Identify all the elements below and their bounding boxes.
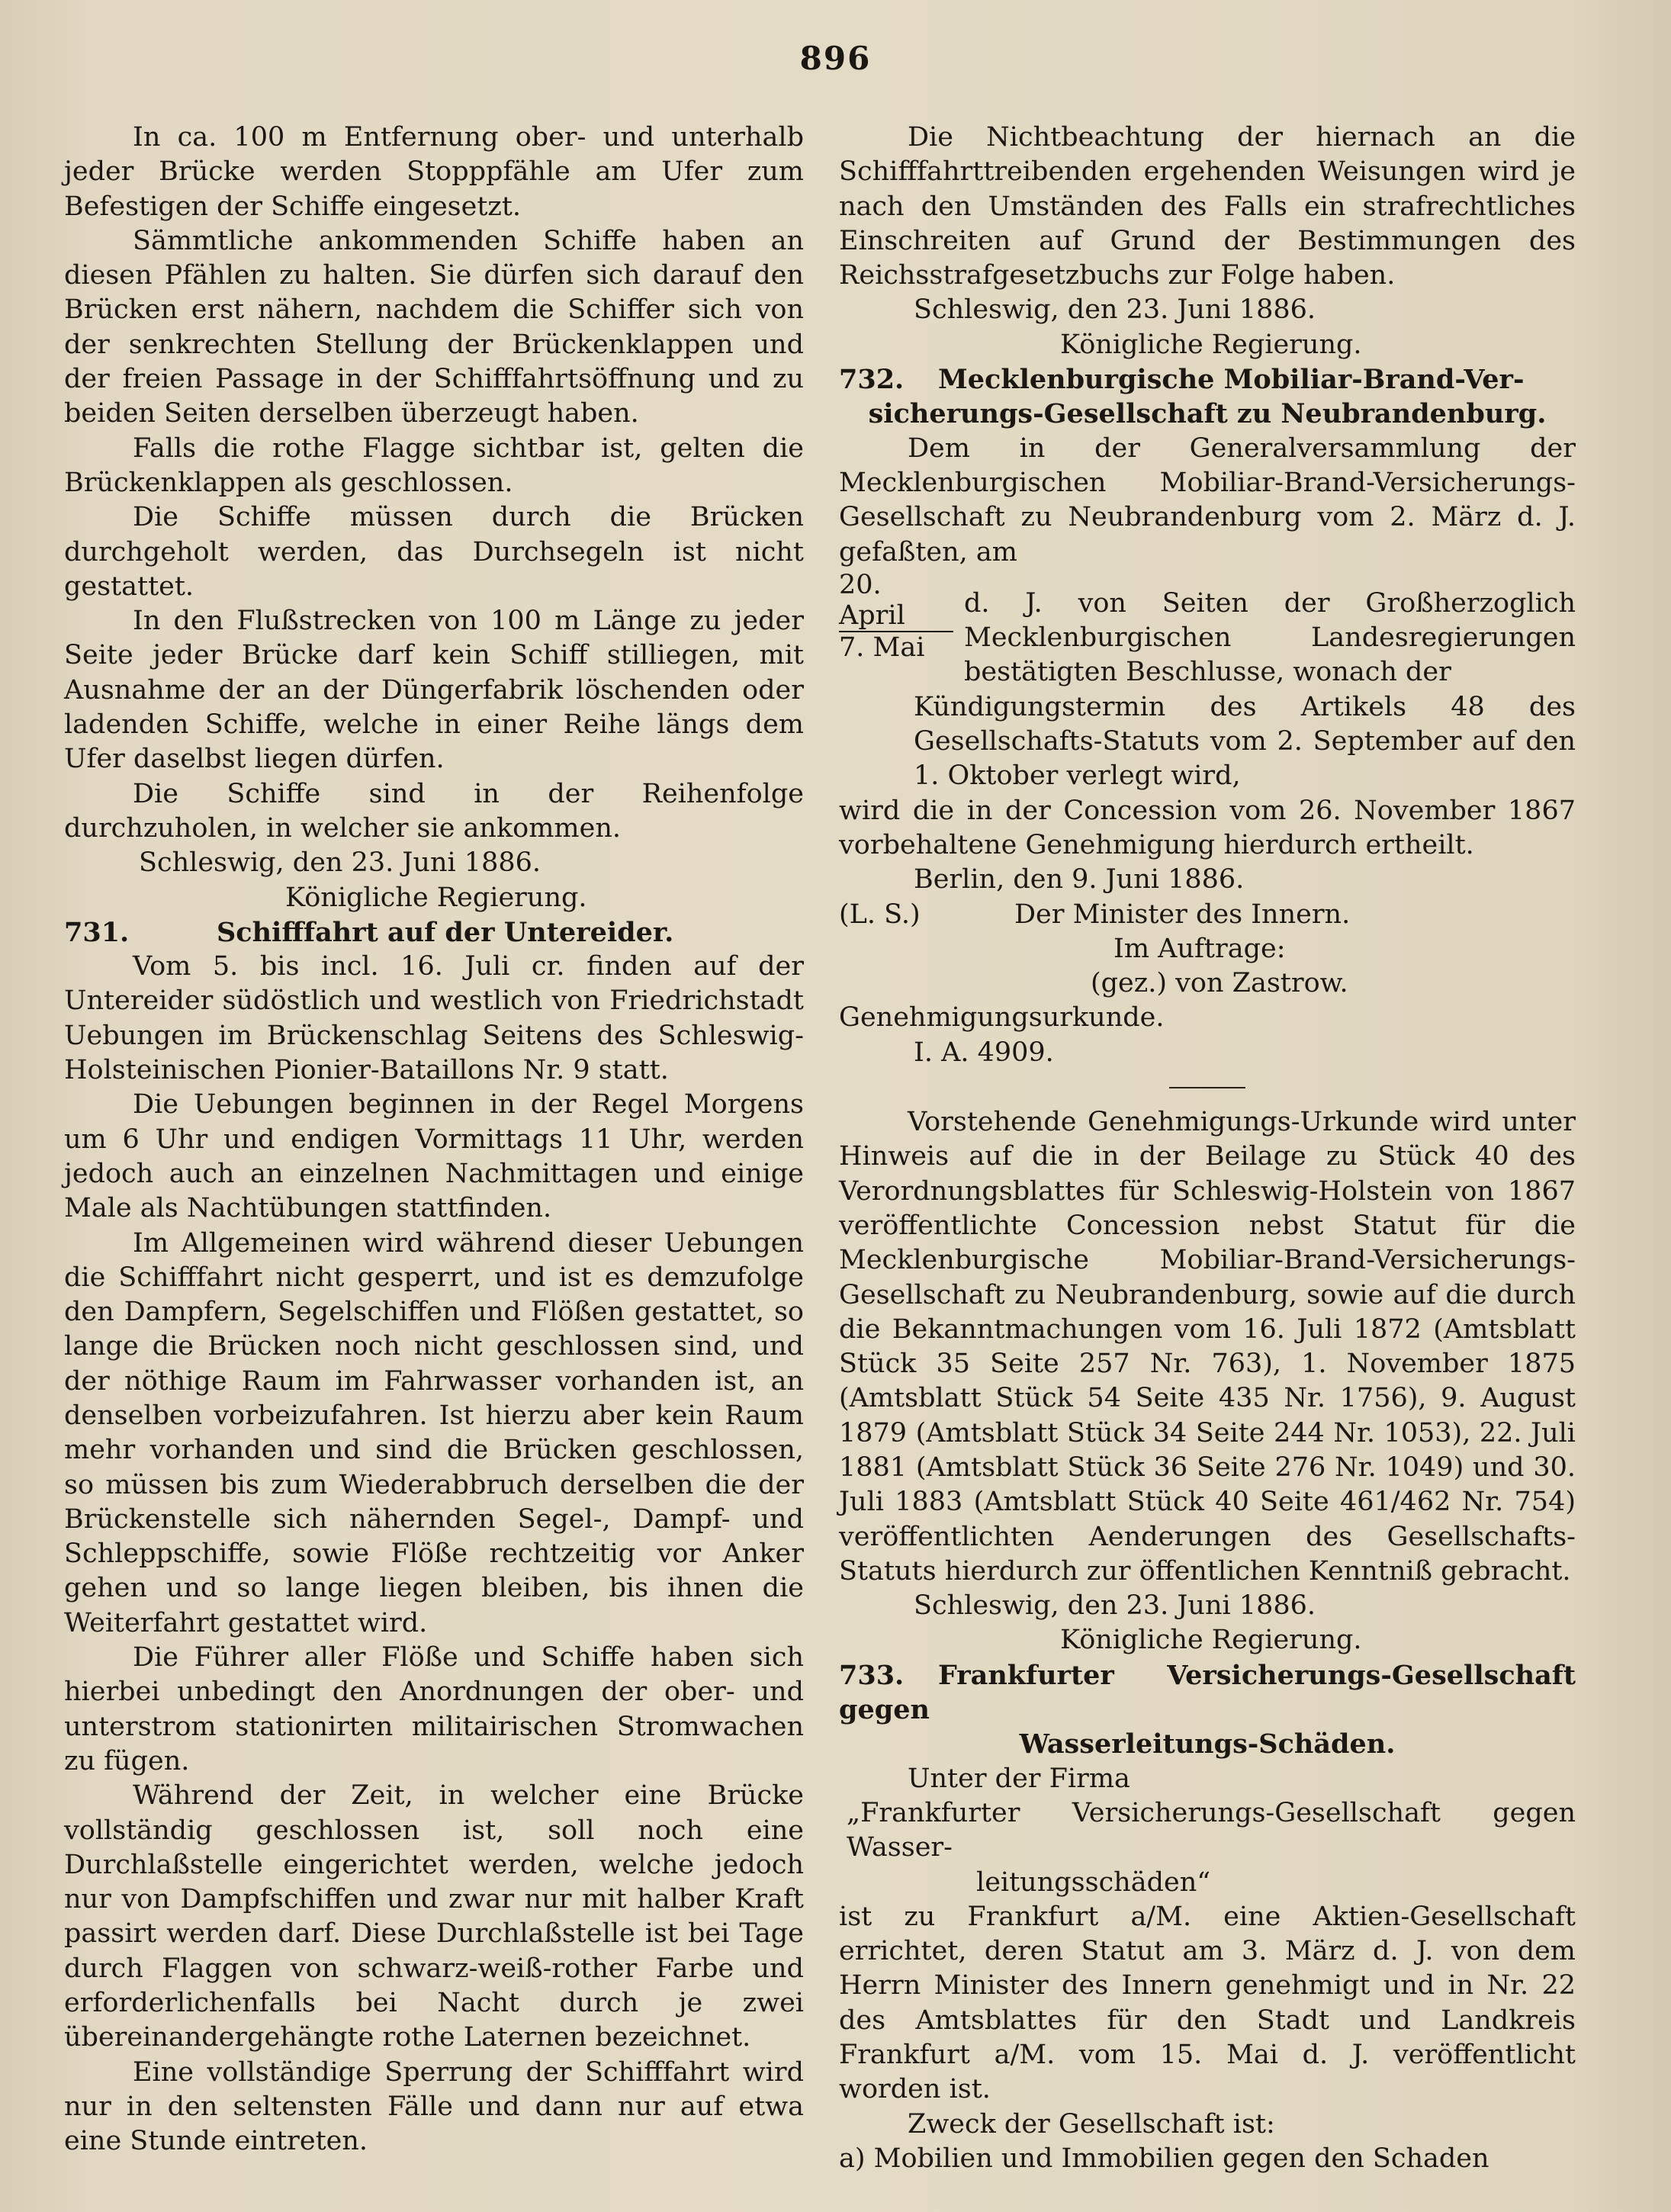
date-line: Schleswig, den 23. Juni 1886. — [914, 1590, 1316, 1622]
indented-block: Kündigungstermin des Artikels 48 des Gesellschafts-Statuts vom 2. September auf den 1. Oktober verlegt wird, — [914, 691, 1576, 792]
paragraph: Vorstehende Genehmigungs-Urkunde wird unter Hinweis auf die in der Beilage zu Stück 40 des Verordnungsblattes für Schleswig-Holstein von 1867 veröffentlichte Concession nebst Statut für die Mecklenburgische Mobiliar-Brand-Versicherungs-Gesellschaft zu Neubrandenburg, sowie auf die durch die Bekanntmachungen vom 16. Juli 1872 (Amtsblatt Stück 35 Seite 257 Nr. 763), 1. November 1875 (Amtsblatt Stück 54 Seite 435 Nr. 1756), 9. August 1879 (Amtsblatt Stück 34 Seite 244 Nr. 1053), 22. Juli 1881 (Amtsblatt Stück 36 Seite 276 Nr. 1049) und 30. Juli 1883 (Amtsblatt Stück 40 Seite 461/462 Nr. 754) veröffentlichten Aenderungen des Gesellschafts-Statuts hierdurch zur öffentlichen Kenntniß gebracht. — [839, 1107, 1576, 1587]
date-fraction-line — [839, 570, 1576, 690]
date-line: Schleswig, den 23. Juni 1886. — [914, 294, 1316, 326]
document-title: Genehmigungsurkunde. — [839, 1002, 1165, 1034]
company-name-quote-cont: leitungsschäden“ — [976, 1866, 1211, 1898]
paragraph: In den Flußstrecken von 100 m Länge zu jeder Seite jeder Brücke darf kein Schiff stilliegen, mit Ausnahme der an der Düngerfabrik löschenden oder ladenden Schiffe, welche in einer Reihe längs dem Ufer daselbst liegen dürfen. — [64, 606, 804, 775]
paragraph: Die Nichtbeachtung der hiernach an die Schifffahrttreibenden ergehenden Weisungen wird je nach den Umständen des Falls ein strafrechtliches Einschreiten auf Grund der Bestimmungen des Reichsstrafgesetzbuchs zur Folge haben. — [839, 122, 1576, 291]
auftrag-line: Im Auftrage: — [1113, 933, 1286, 964]
section-title: Frankfurter Versicherungs-Gesellschaft gegen — [839, 1659, 1576, 1726]
paragraph: Falls die rothe Flagge sichtbar ist, gelten die Brückenklappen als geschlossen. — [64, 432, 804, 498]
paragraph: Dem in der Generalversammlung der Mecklenburgischen Mobiliar-Brand-Versicherungs-Gesellschaft zu Neubrandenburg vom 2. März d. J. gefaßten, am — [839, 432, 1576, 567]
paragraph: Vom 5. bis incl. 16. Juli cr. finden auf der Untereider südöstlich und westlich von Friedrichstadt Uebungen im Brückenschlag Seitens des Schleswig-Holsteinischen Pionier-Bataillons Nr. 9 statt. — [64, 951, 804, 1086]
divider — [1169, 1087, 1245, 1088]
fraction-top: 20. April — [839, 570, 953, 632]
seal-mark: (L. S.) — [839, 899, 921, 930]
paragraph: Sämmtliche ankommenden Schiffe haben an diesen Pfählen zu halten. Sie dürfen sich darauf den Brücken erst nähern, nachdem die Schiffer sich von der senkrechten Stellung der Brückenklappen und der freien Passage in der Schifffahrtsöffnung und zu beiden Seiten derselben überzeugt haben. — [64, 225, 804, 429]
section-number: 732. — [839, 364, 905, 396]
list-item: a) Mobilien und Immobilien gegen den Schaden — [839, 2143, 1489, 2174]
minister-line: Der Minister des Innern. — [1014, 899, 1351, 930]
paragraph: Zweck der Gesellschaft ist: — [908, 2108, 1275, 2140]
section-number: 731. — [64, 916, 130, 948]
page-number: 896 — [799, 40, 872, 77]
section-heading-732 — [839, 362, 1576, 397]
date-line: Schleswig, den 23. Juni 1886. — [139, 847, 541, 879]
authority-line: Königliche Regierung. — [1060, 329, 1362, 360]
section-title: Mecklenburgische Mobiliar-Brand-Ver- — [938, 364, 1525, 396]
section-heading-733 — [839, 1658, 1576, 1728]
company-name-quote: „Frankfurter Versicherungs-Gesellschaft gegen Wasser- — [847, 1797, 1576, 1863]
left-column — [64, 121, 804, 2159]
authority-line: Königliche Regierung. — [1060, 1625, 1362, 1656]
date-line: Berlin, den 9. Juni 1886. — [914, 864, 1245, 895]
paragraph: In ca. 100 m Entfernung ober- und unterhalb jeder Brücke werden Stopppfähle am Ufer zum Befestigen der Schiffe eingesetzt. — [64, 122, 804, 222]
seal-minister-line — [839, 898, 1576, 932]
fraction-bottom: 7. Mai — [839, 632, 925, 663]
paragraph: ist zu Frankfurt a/M. eine Aktien-Gesellschaft errichtet, deren Statut am 3. März d. J. von dem Herrn Minister des Innern genehmigt und in Nr. 22 des Amtsblattes für den Stadt und Landkreis Frankfurt a/M. vom 15. Mai d. J. veröffentlicht worden ist. — [839, 1901, 1576, 2105]
paragraph: Die Uebungen beginnen in der Regel Morgens um 6 Uhr und endigen Vormittags 11 Uhr, werden jedoch auch an einzelnen Nachmittagen und einige Male als Nachtübungen stattfinden. — [64, 1089, 804, 1224]
section-title-cont: Wasserleitungs-Schäden. — [1019, 1728, 1396, 1760]
paragraph: Die Führer aller Flöße und Schiffe haben sich hierbei unbedingt den Anordnungen der ober- und unterstrom stationirten militairischen Stromwachen zu fügen. — [64, 1642, 804, 1776]
date-fraction — [839, 570, 953, 663]
paragraph: Eine vollständige Sperrung der Schifffahrt wird nur in den seltensten Fälle und dann nur auf etwa eine Stunde eintreten. — [64, 2056, 804, 2157]
paragraph: Die Schiffe müssen durch die Brücken durchgeholt werden, das Durchsegeln ist nicht gestattet. — [64, 502, 804, 602]
reference-number: I. A. 4909. — [914, 1037, 1054, 1068]
paragraph: Während der Zeit, in welcher eine Brücke vollständig geschlossen ist, soll noch eine Durchlaßstelle eingerichtet werden, welche jedoch nur von Dampfschiffen und zwar nur mit halber Kraft passirt werden darf. Diese Durchlaßstelle ist bei Tage durch Flaggen von schwarz-weiß-rother Farbe und erforderlichenfalls bei Nacht durch je zwei übereinandergehängte rothe Laternen bezeichnet. — [64, 1780, 804, 2053]
paragraph: d. J. von Seiten der Großherzoglich Mecklenburgischen Landesregierungen bestätigten Beschlusse, wonach der — [964, 587, 1576, 688]
paragraph: wird die in der Concession vom 26. November 1867 vorbehaltene Genehmigung hierdurch ertheilt. — [839, 795, 1576, 860]
paragraph: Die Schiffe sind in der Reihenfolge durchzuholen, in welcher sie ankommen. — [64, 778, 804, 844]
paragraph: Im Allgemeinen wird während dieser Uebungen die Schifffahrt nicht gesperrt, und ist es demzufolge den Dampfern, Segelschiffen und Flößen gestattet, so lange die Brücken noch nicht geschlossen sind, und der nöthige Raum im Fahrwasser vorhanden ist, an denselben vorbeizufahren. Ist hierzu aber kein Raum mehr vorhanden und sind die Brücken geschlossen, so müssen bis zum Wiederabbruch derselben die der Brückenstelle sich nähernden Segel-, Dampf- und Schleppschiffe, sowie Flöße rechtzeitig vor Anker gehen und so lange liegen bleiben, bis ihnen die Weiterfahrt gestattet wird. — [64, 1227, 804, 1638]
authority-line: Königliche Regierung. — [285, 882, 587, 913]
right-column — [839, 121, 1576, 2176]
section-heading-731 — [64, 915, 804, 950]
paragraph: Unter der Firma — [908, 1763, 1130, 1794]
section-number: 733. — [839, 1659, 905, 1691]
signature-line: (gez.) von Zastrow. — [1091, 968, 1348, 999]
section-title: Schifffahrt auf der Untereider. — [217, 916, 674, 948]
section-title-cont: sicherungs-Gesellschaft zu Neubrandenburg. — [868, 398, 1547, 430]
